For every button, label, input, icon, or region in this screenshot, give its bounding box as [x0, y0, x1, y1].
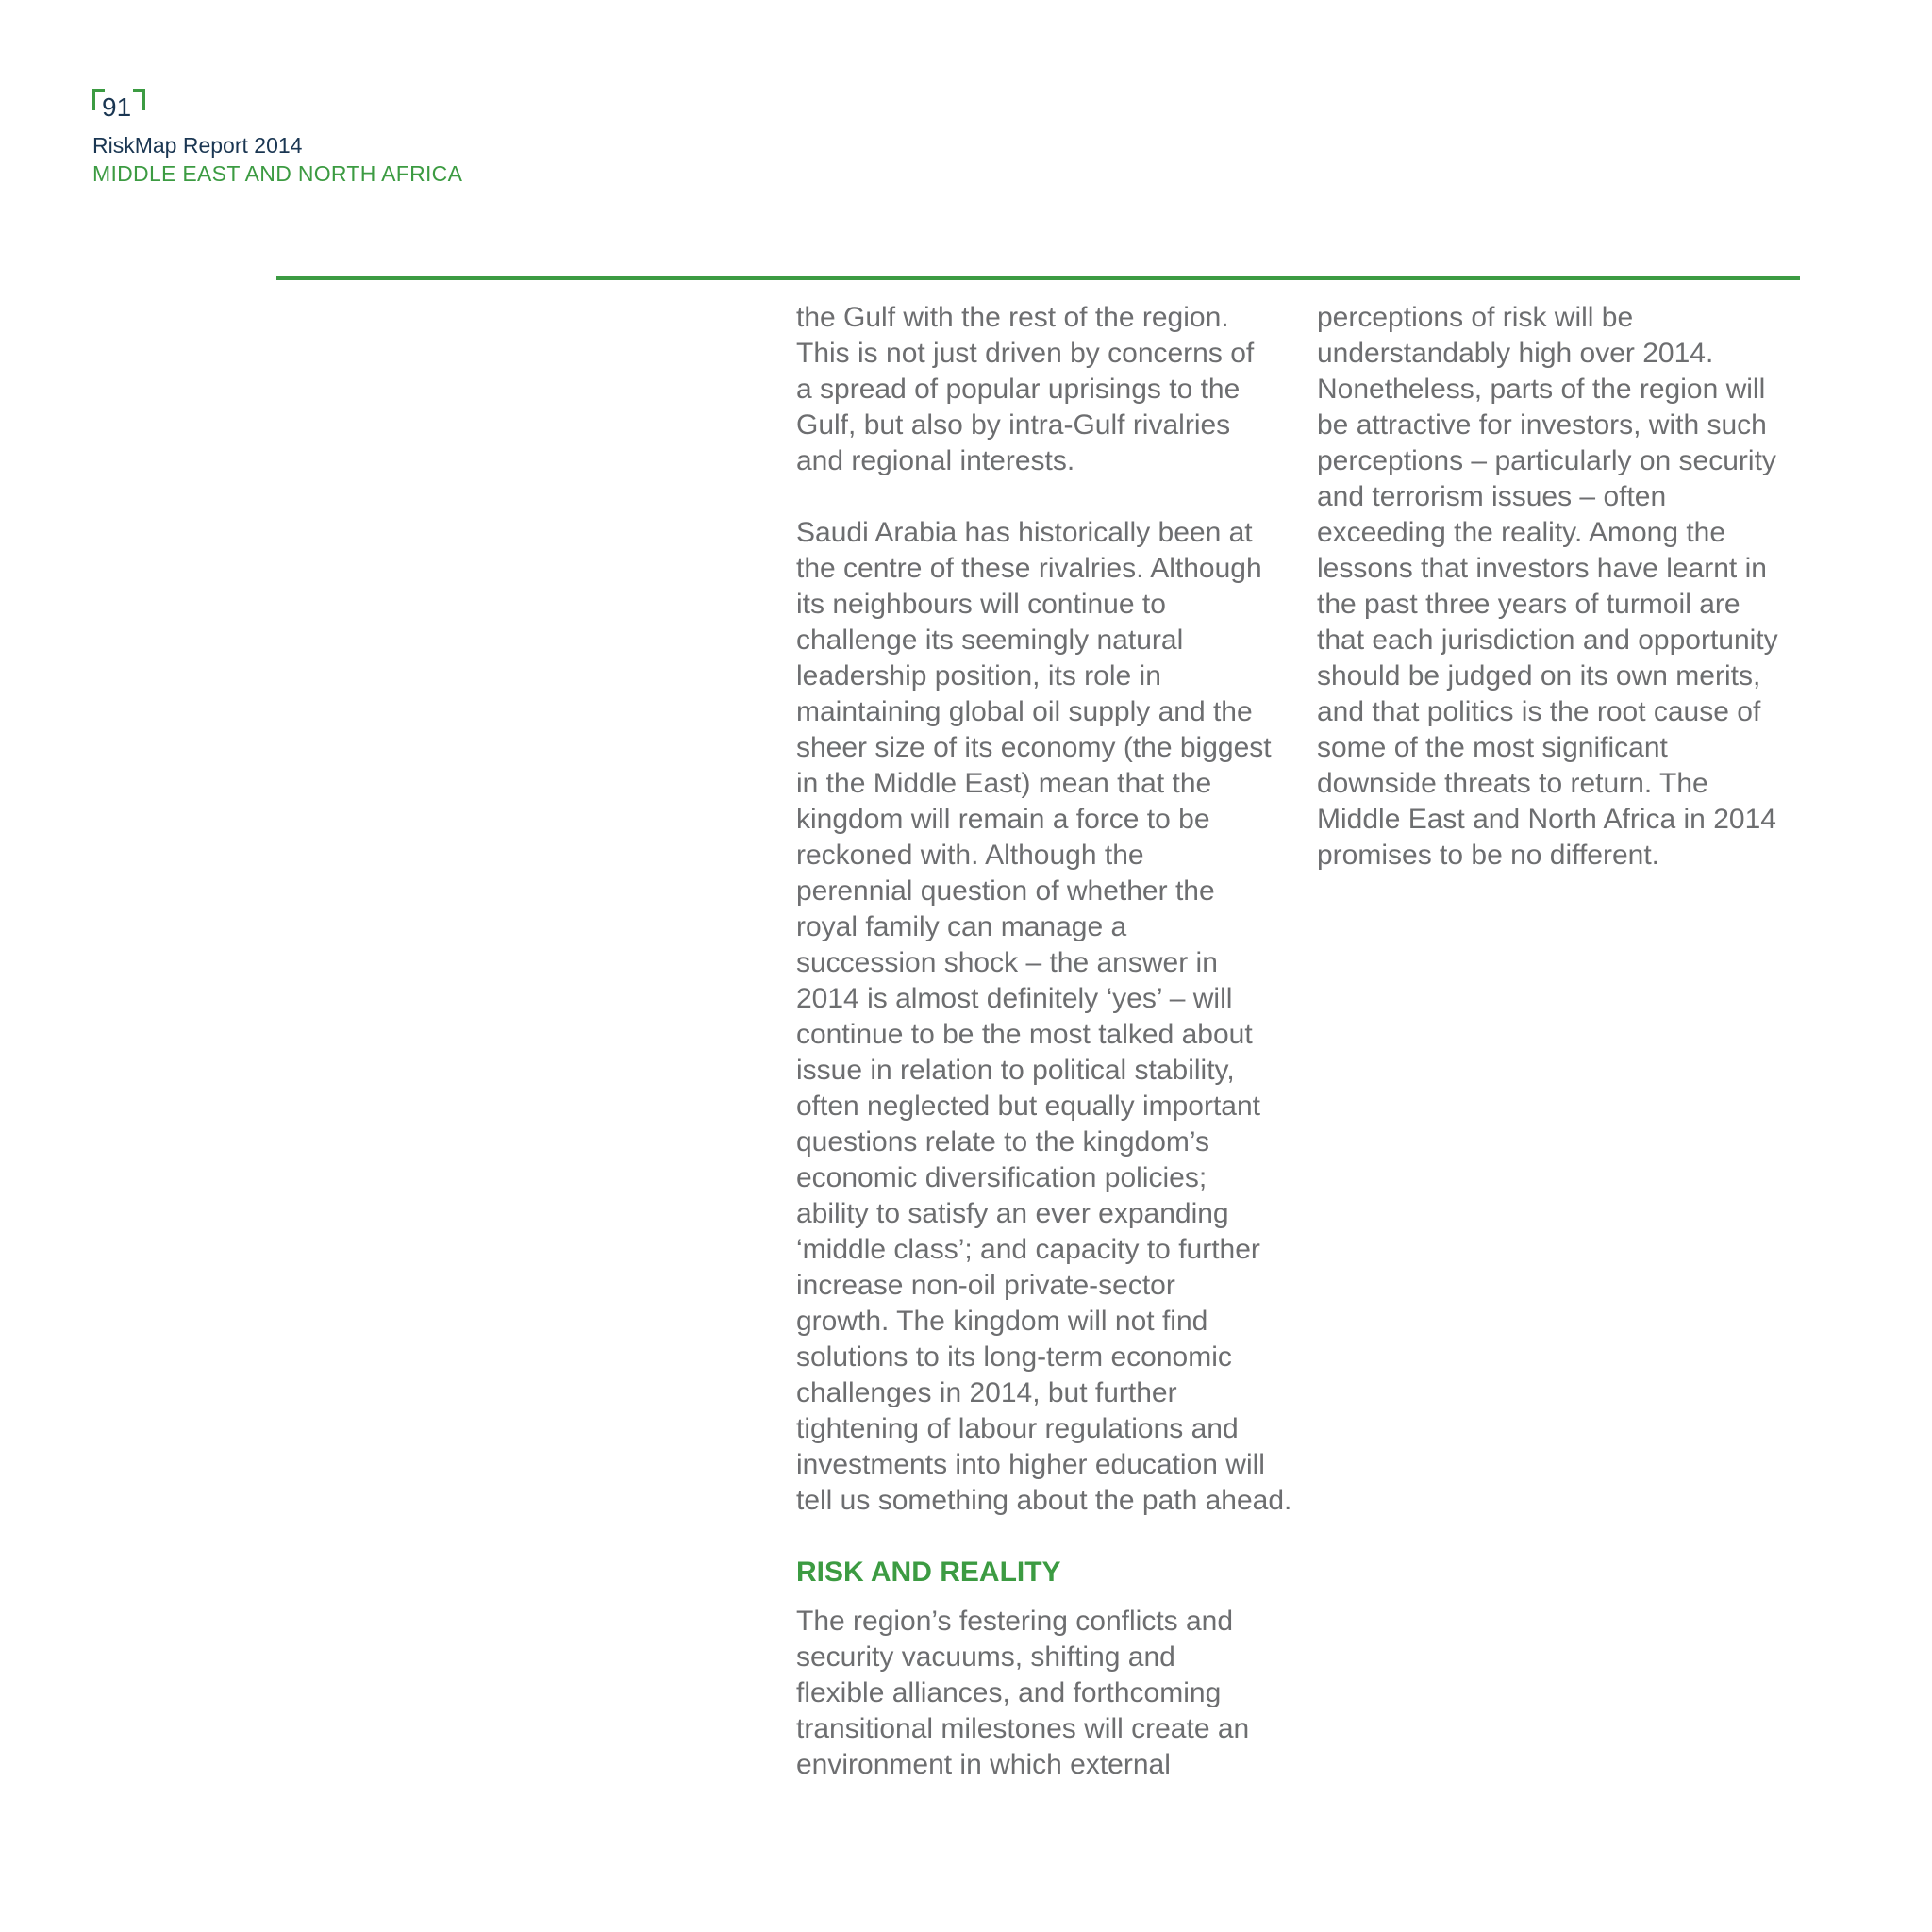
left-paragraph-2: Saudi Arabia has historically been at the centre of these rivalries. Although its neighbours will continue to challenge its seemingly natural leadership position, its role in maintaining global oil supply and the sheer size of its economy (the biggest in the Middle East) mean that the kingdom will remain a force to be reckoned with. Although the perennial question of whether the royal family can manage a succession shock – the answer in 2014 is almost definitely ‘yes’ – will continue to be the most talked about issue in relation to political stability, often neglected but equally important questions relate to the kingdom’s economic diversification policies; ability to satisfy an ever expanding ‘middle class’; and capacity to further increase non-oil private-sector growth. The kingdom will not find solutions to its long-term economic challenges in 2014, but further tightening of labour regulations and investments into higher education will tell us something about the path ahead.	[796, 517, 1292, 1516]
risk-and-reality-heading: RISK AND REALITY	[796, 1557, 1061, 1588]
report-title: RiskMap Report 2014	[92, 133, 303, 158]
right-text-column	[1317, 300, 1826, 909]
section-title: MIDDLE EAST AND NORTH AFRICA	[92, 161, 463, 186]
left-paragraph-3: The region’s festering conflicts and security vacuums, shifting and flexible alliances, and forthcoming transitional milestones will create an environment in which external	[796, 1606, 1250, 1780]
page-number: 91	[102, 92, 132, 122]
page-number-bracket-right	[133, 89, 145, 110]
page-number-marker	[92, 89, 145, 122]
section-divider	[276, 276, 1800, 280]
left-text-column	[796, 300, 1306, 1819]
right-paragraph-1: perceptions of risk will be understandably high over 2014. Nonetheless, parts of the region will be attractive for investors, with such perceptions – particularly on security and terrorism issues – often exceeding the reality. Among the lessons that investors have learnt in the past three years of turmoil are that each jurisdiction and opportunity should be judged on its own merits, and that politics is the root cause of some of the most significant downside threats to return. The Middle East and North Africa in 2014 promises to be no different.	[1317, 302, 1778, 871]
left-paragraph-1: the Gulf with the rest of the region. This is not just driven by concerns of a spread of popular uprisings to the Gulf, but also by intra-Gulf rivalries and regional interests.	[796, 302, 1255, 476]
